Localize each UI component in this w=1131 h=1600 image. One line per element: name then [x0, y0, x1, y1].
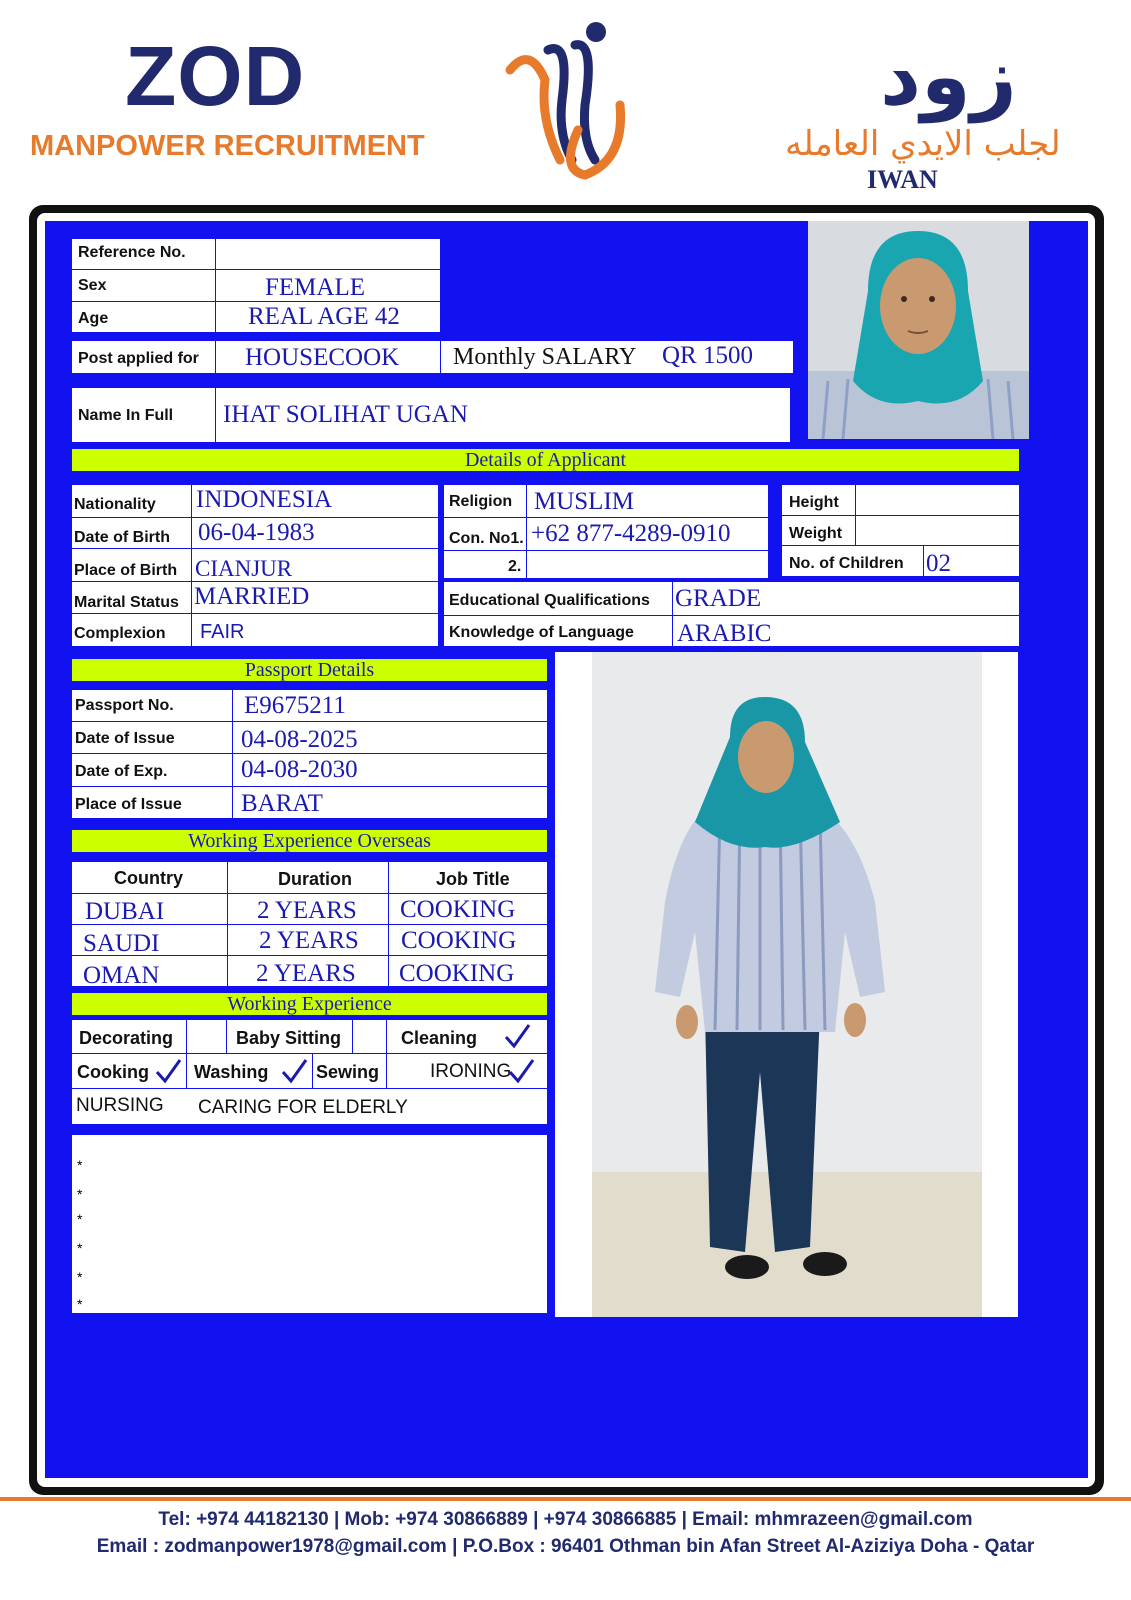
- company-logo-icon: [500, 10, 640, 185]
- details-section-title: Details of Applicant: [72, 449, 1019, 471]
- contact1-value: +62 877-4289-0910: [531, 520, 731, 547]
- reference-label: Reference No.: [78, 244, 186, 261]
- arabic-brand-subtitle: لجلب الايدي العامله: [785, 124, 1061, 164]
- checkmark-icon: [507, 1057, 535, 1085]
- skill-cleaning: Cleaning: [401, 1028, 478, 1048]
- overseas-row-duration: 2 YEARS: [257, 897, 357, 924]
- complexion-value: FAIR: [200, 621, 245, 643]
- divider: [782, 515, 1019, 516]
- divider: [72, 786, 547, 787]
- overseas-row-country: OMAN: [83, 962, 160, 989]
- passport-number-value: E9675211: [244, 692, 346, 719]
- note-bullet: *: [77, 1269, 83, 1285]
- divider: [191, 485, 192, 646]
- passport-section-title: Passport Details: [72, 659, 547, 681]
- passport-exp-value: 04-08-2030: [241, 756, 358, 783]
- overseas-row-duration: 2 YEARS: [259, 927, 359, 954]
- divider: [232, 690, 233, 818]
- divider: [444, 550, 768, 551]
- passport-place-label: Place of Issue: [75, 796, 182, 813]
- religion-value: MUSLIM: [534, 488, 635, 515]
- divider: [923, 545, 924, 576]
- nationality-value: INDONESIA: [196, 486, 333, 513]
- divider: [72, 301, 440, 302]
- dob-value: 06-04-1983: [198, 519, 315, 546]
- skill-baby-sitting: Baby Sitting: [236, 1028, 342, 1048]
- divider: [215, 239, 216, 332]
- salary-value: QR 1500: [662, 342, 753, 369]
- overseas-header-duration: Duration: [278, 869, 352, 889]
- sex-value: FEMALE: [265, 274, 365, 301]
- contact2-label: 2.: [508, 558, 522, 575]
- education-label: Educational Qualifications: [449, 592, 650, 609]
- overseas-header-job: Job Title: [436, 869, 510, 889]
- overseas-row-job: COOKING: [399, 960, 515, 987]
- skill-nursing: NURSING: [76, 1095, 164, 1116]
- note-bullet: *: [77, 1240, 83, 1256]
- religion-label: Religion: [449, 493, 513, 510]
- brand-tagline: IWAN: [867, 165, 938, 194]
- sex-label: Sex: [78, 277, 107, 294]
- marital-label: Marital Status: [74, 594, 179, 611]
- passport-number-label: Passport No.: [75, 697, 174, 714]
- divider: [672, 582, 673, 646]
- divider: [72, 1053, 547, 1054]
- overseas-row-job: COOKING: [400, 896, 516, 923]
- overseas-header-country: Country: [114, 868, 183, 888]
- checkmark-icon: [503, 1022, 531, 1050]
- portrait-photo: [808, 221, 1029, 439]
- skill-sewing: Sewing: [316, 1062, 380, 1082]
- post-label: Post applied for: [78, 350, 199, 367]
- skill-caring-elderly: CARING FOR ELDERLY: [198, 1097, 408, 1118]
- divider: [72, 721, 547, 722]
- height-label: Height: [789, 494, 839, 511]
- passport-issue-label: Date of Issue: [75, 730, 175, 747]
- marital-value: MARRIED: [194, 583, 310, 610]
- skill-ironing: IRONING: [430, 1061, 512, 1082]
- checkmark-icon: [280, 1057, 308, 1085]
- divider: [215, 388, 216, 442]
- note-bullet: *: [77, 1296, 83, 1312]
- children-label: No. of Children: [789, 555, 904, 572]
- salary-label: Monthly SALARY: [453, 344, 637, 370]
- divider: [440, 341, 441, 373]
- divider: [782, 545, 1019, 546]
- divider: [352, 1020, 353, 1053]
- skill-washing: Washing: [194, 1062, 269, 1082]
- divider: [72, 269, 440, 270]
- overseas-section-title: Working Experience Overseas: [72, 830, 547, 852]
- children-value: 02: [926, 550, 951, 577]
- notes-box: [72, 1135, 547, 1313]
- age-label: Age: [78, 310, 109, 327]
- brand-subtitle: MANPOWER RECRUITMENT: [30, 130, 425, 162]
- divider: [186, 1020, 187, 1088]
- divider: [72, 548, 438, 549]
- contact1-label: Con. No1.: [449, 530, 524, 547]
- overseas-row-country: SAUDI: [83, 930, 160, 957]
- divider: [444, 615, 1019, 616]
- brand-name: ZOD: [125, 29, 306, 123]
- weight-label: Weight: [789, 525, 843, 542]
- divider: [72, 613, 438, 614]
- education-value: GRADE: [675, 585, 762, 612]
- divider: [72, 1088, 547, 1089]
- arabic-brand-name: زود: [880, 30, 1017, 123]
- divider: [526, 485, 527, 578]
- divider: [72, 893, 547, 894]
- post-value: HOUSECOOK: [245, 344, 400, 371]
- overseas-row-duration: 2 YEARS: [256, 960, 356, 987]
- footer-address-line: Email : zodmanpower1978@gmail.com | P.O.Box : 96401 Othman bin Afan Street Al-Aziziya Doha - Qatar: [96, 1536, 1035, 1557]
- divider: [312, 1053, 313, 1088]
- skill-cooking: Cooking: [77, 1062, 149, 1082]
- complexion-label: Complexion: [74, 625, 166, 642]
- language-label: Knowledge of Language: [449, 624, 634, 641]
- skills-section-title: Working Experience: [72, 993, 547, 1015]
- footer-contact-line: Tel: +974 44182130 | Mob: +974 30866889 | +974 30866885 | Email: mhmrazeen@gmail.com: [158, 1509, 973, 1530]
- language-value: ARABIC: [677, 620, 772, 647]
- dob-label: Date of Birth: [74, 529, 170, 546]
- note-bullet: *: [77, 1211, 83, 1227]
- passport-exp-label: Date of Exp.: [75, 763, 168, 780]
- divider: [444, 517, 768, 518]
- passport-issue-value: 04-08-2025: [241, 726, 358, 753]
- note-bullet: *: [77, 1157, 83, 1173]
- skill-decorating: Decorating: [79, 1028, 174, 1048]
- pob-value: CIANJUR: [195, 556, 293, 581]
- divider: [72, 517, 438, 518]
- footer-divider: [0, 1497, 1131, 1501]
- nationality-label: Nationality: [74, 496, 156, 513]
- name-value: IHAT SOLIHAT UGAN: [223, 401, 468, 428]
- divider: [226, 1020, 227, 1053]
- name-label: Name In Full: [78, 407, 174, 424]
- checkmark-icon: [154, 1057, 182, 1085]
- note-bullet: *: [77, 1186, 83, 1202]
- overseas-row-job: COOKING: [401, 927, 517, 954]
- passport-place-value: BARAT: [241, 790, 323, 817]
- pob-label: Place of Birth: [74, 562, 178, 579]
- full-body-photo: [555, 652, 1018, 1317]
- divider: [386, 1020, 387, 1088]
- divider: [215, 341, 216, 373]
- overseas-row-country: DUBAI: [85, 898, 165, 925]
- age-value: REAL AGE 42: [248, 303, 400, 330]
